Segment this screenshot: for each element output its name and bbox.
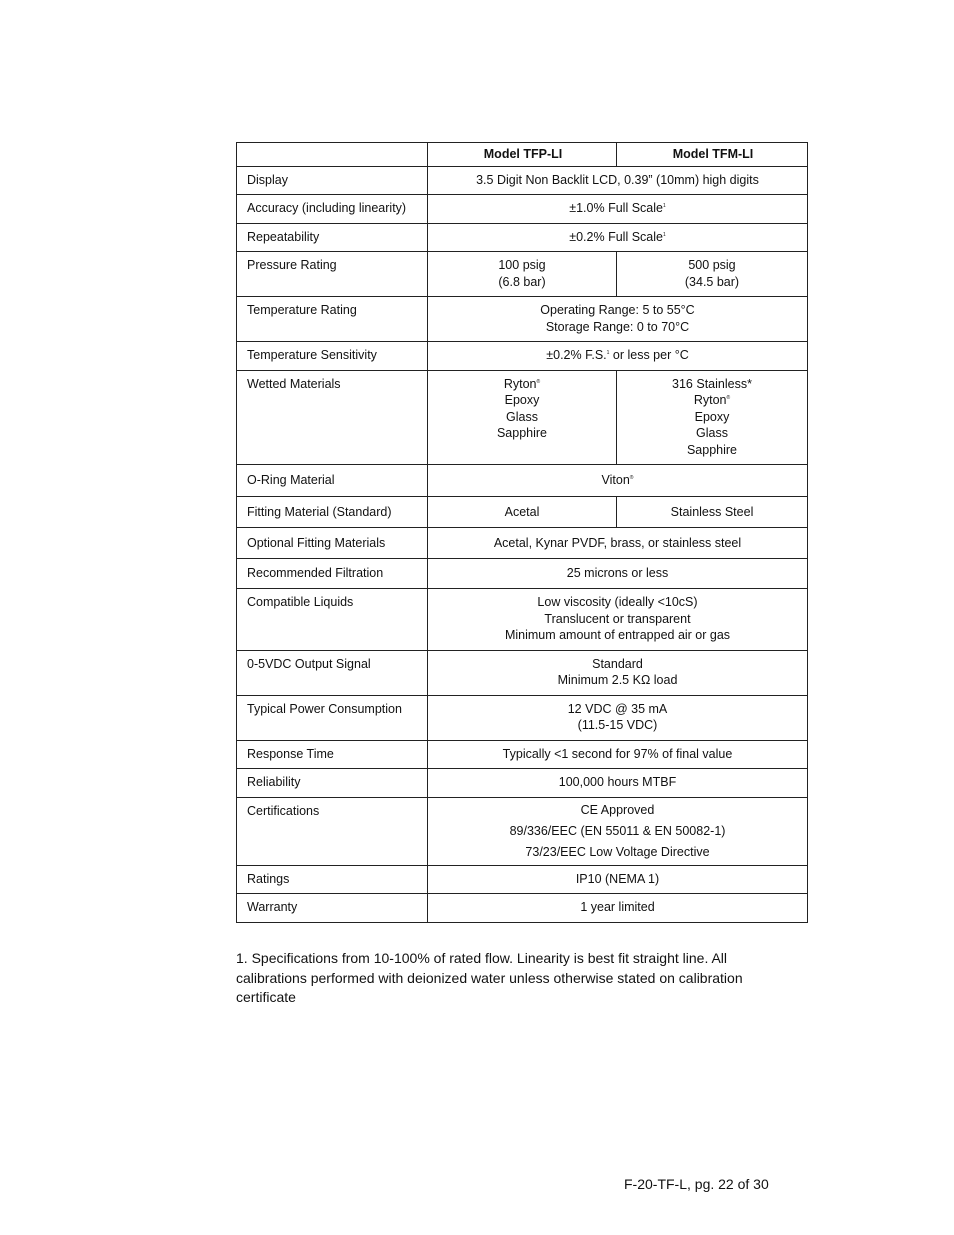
table-row-compatible-liquids (237, 589, 808, 651)
table-row-warranty (237, 894, 808, 923)
table-header-row (237, 143, 808, 167)
row-label: Recommended Filtration (237, 558, 428, 589)
row-value: 25 microns or less (428, 558, 808, 589)
row-value (428, 465, 808, 497)
value-line: Translucent or transparent (544, 611, 691, 626)
value-line: 73/23/EEC Low Voltage Directive (525, 844, 710, 859)
value-line: Standard (592, 656, 643, 671)
table-row-output-signal (237, 650, 808, 695)
fitting-tfm-cell: Stainless Steel (617, 496, 808, 528)
row-label: Warranty (237, 894, 428, 923)
material-line: Epoxy (504, 393, 540, 407)
table-row-certifications (237, 797, 808, 865)
table-row-recommended-filtration (237, 558, 808, 589)
row-value (428, 223, 808, 252)
row-value (428, 797, 808, 865)
row-label: O-Ring Material (237, 465, 428, 497)
pressure-tfm-line: (34.5 bar) (684, 274, 740, 289)
table-row-oring-material (237, 465, 808, 497)
table-row-repeatability (237, 223, 808, 252)
row-value: 100,000 hours MTBF (428, 769, 808, 798)
material-line: Glass (696, 426, 728, 440)
pressure-tfm-line: 500 psig (688, 258, 736, 272)
table-row-optional-fitting-materials (237, 528, 808, 559)
material-line: 316 Stainless* (672, 376, 752, 391)
value-line: 12 VDC @ 35 mA (567, 701, 668, 716)
material-line: Sapphire (686, 442, 738, 457)
footnote-marker: 1 (606, 349, 610, 356)
table-row-fitting-material (237, 496, 808, 528)
value-line: 89/336/EEC (EN 55011 & EN 50082-1) (509, 823, 726, 838)
value-line: (11.5-15 VDC) (577, 718, 658, 732)
row-label: Compatible Liquids (237, 589, 428, 651)
value-line: Operating Range: 5 to 55°C (540, 303, 695, 317)
row-value: 1 year limited (428, 894, 808, 923)
page-number: F-20-TF-L, pg. 22 of 30 (624, 1176, 769, 1192)
row-label: Response Time (237, 740, 428, 769)
value-line: Minimum amount of entrapped air or gas (504, 628, 731, 642)
material-line: Sapphire (496, 426, 548, 440)
row-label: Reliability (237, 769, 428, 798)
row-value: 3.5 Digit Non Backlit LCD, 0.39” (10mm) high digits (428, 166, 808, 195)
material-line: Epoxy (694, 409, 730, 424)
repeatability-value: ±0.2% Full Scale (569, 229, 663, 244)
row-label: Pressure Rating (237, 252, 428, 297)
fitting-tfp-cell: Acetal (428, 496, 617, 528)
table-row-pressure-rating (237, 252, 808, 297)
registered-mark: ® (726, 394, 731, 401)
specifications-table (236, 142, 808, 923)
material-line: Glass (506, 409, 538, 424)
header-corner-cell (237, 143, 428, 167)
row-value: IP10 (NEMA 1) (428, 865, 808, 894)
table-row-temperature-sensitivity (237, 342, 808, 371)
table-row-ratings (237, 865, 808, 894)
row-label: Typical Power Consumption (237, 695, 428, 740)
row-label: Certifications (237, 797, 428, 865)
row-label: Temperature Sensitivity (237, 342, 428, 371)
table-row-power-consumption (237, 695, 808, 740)
pressure-tfp-cell (428, 252, 617, 297)
row-label: Temperature Rating (237, 297, 428, 342)
row-label: Wetted Materials (237, 370, 428, 465)
value-line: Minimum 2.5 KΩ load (557, 673, 678, 687)
table-row-reliability (237, 769, 808, 798)
table-row-display (237, 166, 808, 195)
table-row-response-time (237, 740, 808, 769)
header-model-tfp-li: Model TFP-LI (428, 143, 617, 167)
row-label: Ratings (237, 865, 428, 894)
row-label: Repeatability (237, 223, 428, 252)
material-name: Viton (601, 473, 630, 487)
material-name: Ryton (503, 376, 537, 391)
row-label: 0-5VDC Output Signal (237, 650, 428, 695)
material-line (621, 392, 803, 409)
table-row-wetted-materials (237, 370, 808, 465)
row-value (428, 650, 808, 695)
row-value (428, 695, 808, 740)
row-value (428, 195, 808, 224)
registered-mark: ® (536, 378, 541, 385)
footnote-text: 1. Specifications from 10-100% of rated flow. Linearity is best fit straight line. All calibrations performed with deionized water unless otherwise stated on calibration certificate (236, 950, 743, 1005)
table-row-temperature-rating (237, 297, 808, 342)
accuracy-value: ±1.0% Full Scale (569, 201, 663, 215)
pressure-tfp-line: 100 psig (498, 258, 546, 272)
row-value (428, 342, 808, 371)
row-label: Optional Fitting Materials (237, 528, 428, 559)
row-label: Fitting Material (Standard) (237, 496, 428, 528)
pressure-tfp-line: (6.8 bar) (498, 274, 546, 289)
wetted-tfm-cell (617, 370, 808, 465)
value-line: Low viscosity (ideally <10cS) (537, 595, 698, 609)
row-value: Acetal, Kynar PVDF, brass, or stainless steel (428, 528, 808, 559)
row-label: Accuracy (including linearity) (237, 195, 428, 224)
material-name: Ryton (693, 393, 727, 407)
table-row-accuracy (237, 195, 808, 224)
value-line: Storage Range: 0 to 70°C (545, 319, 690, 334)
footnote-marker: 1 (662, 231, 666, 238)
value-part: or less per °C (609, 348, 689, 362)
row-value (428, 297, 808, 342)
registered-mark: ® (629, 474, 634, 481)
row-label: Display (237, 166, 428, 195)
row-value: Typically <1 second for 97% of final value (428, 740, 808, 769)
wetted-tfp-cell (428, 370, 617, 465)
pressure-tfm-cell (617, 252, 808, 297)
header-model-tfm-li: Model TFM-LI (617, 143, 808, 167)
material-line (432, 376, 612, 393)
row-value (428, 589, 808, 651)
value-line: CE Approved (580, 802, 655, 817)
value-part: ±0.2% F.S. (546, 348, 607, 362)
footnote-marker: 1 (662, 202, 666, 209)
